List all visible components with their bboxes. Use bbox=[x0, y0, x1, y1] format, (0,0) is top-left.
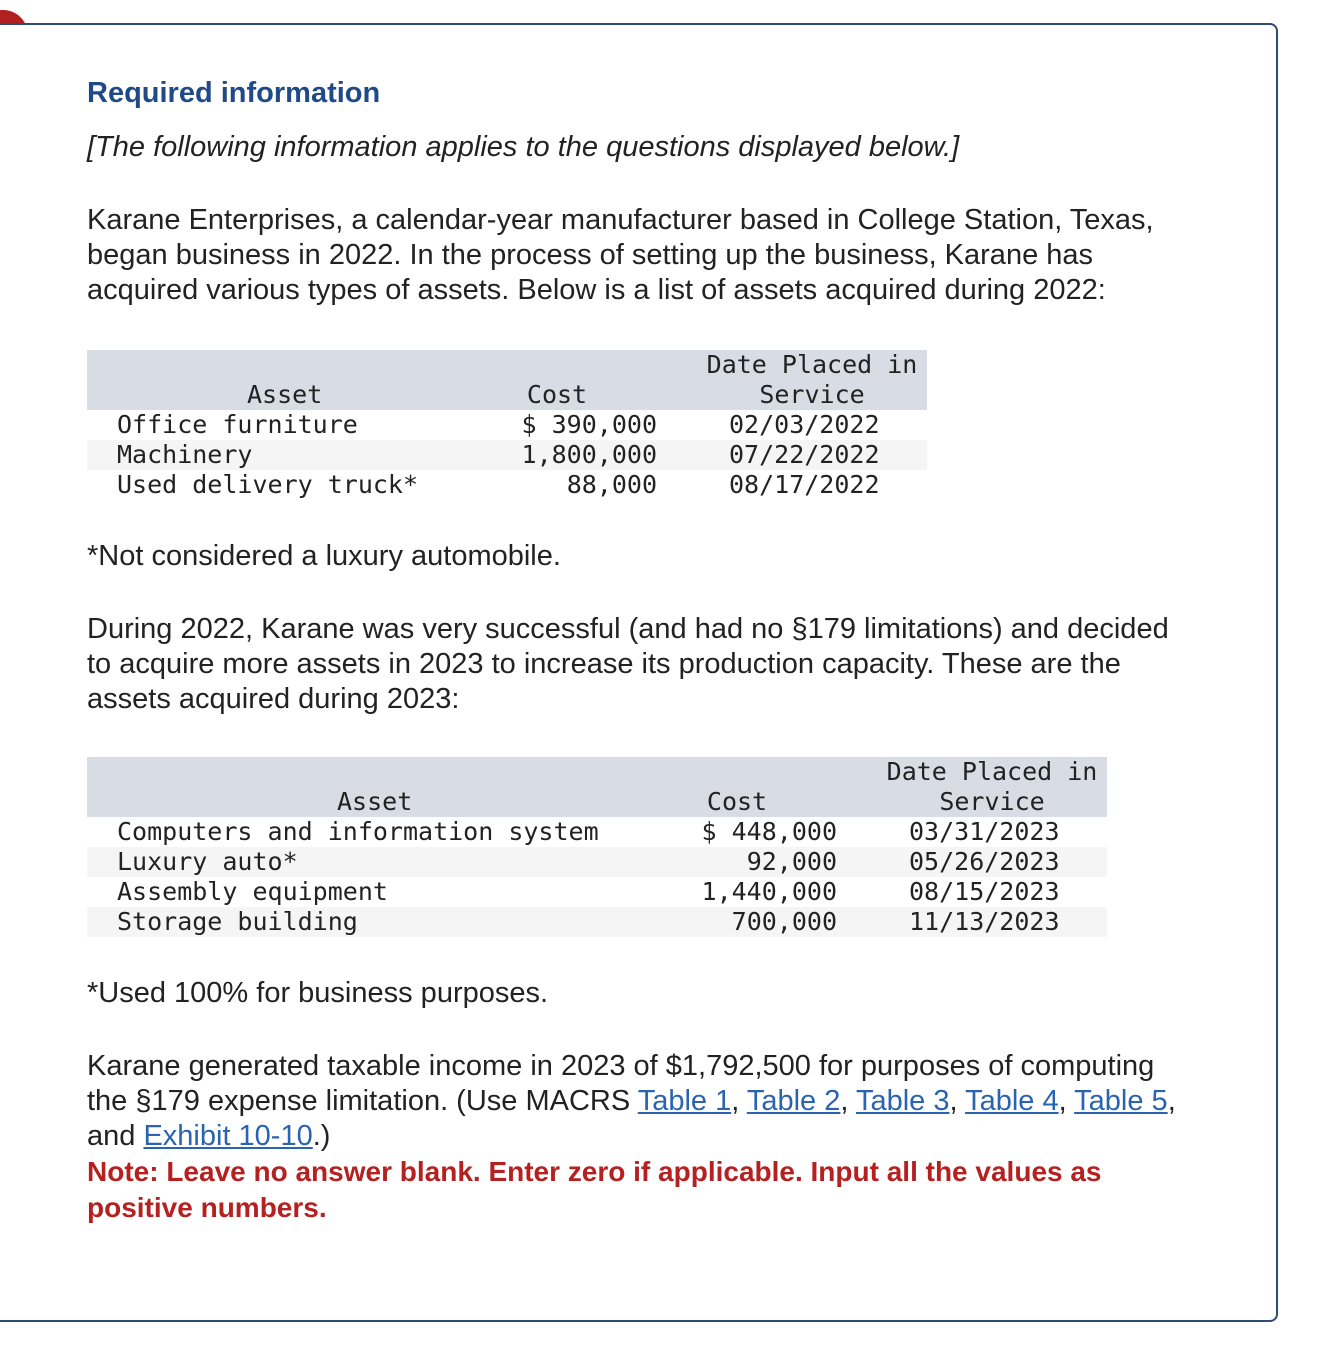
footnote-2023: *Used 100% for business purposes. bbox=[87, 977, 549, 1009]
table-row bbox=[87, 907, 1107, 937]
paragraph-2022-intro: Karane Enterprises, a calendar-year manufacturer based in College Station, Texas, began business in 2022. In the process of setting up the business, Karane has acquired various types of assets. Below is a list of assets acquired during 2022: bbox=[87, 204, 1154, 306]
cost-cell: 88,000 bbox=[566, 470, 657, 499]
asset-cell: Used delivery truck* bbox=[117, 470, 419, 499]
date-cell: 05/26/2023 bbox=[909, 847, 1060, 876]
date-cell: 07/22/2022 bbox=[729, 440, 880, 469]
footnote-2022: *Not considered a luxury automobile. bbox=[87, 540, 561, 572]
asset-cell: Office furniture bbox=[117, 410, 358, 439]
required-information-panel bbox=[0, 23, 1278, 1322]
asset-cell: Computers and information system bbox=[117, 817, 599, 846]
col-header-cost: Cost bbox=[526, 380, 588, 409]
col-header-date: Date Placed in Service bbox=[706, 350, 918, 409]
date-cell: 02/03/2022 bbox=[729, 410, 880, 439]
panel-content bbox=[87, 75, 1197, 1226]
date-cell: 03/31/2023 bbox=[909, 817, 1060, 846]
asset-cell: Assembly equipment bbox=[117, 877, 388, 906]
assets-2023-table bbox=[87, 757, 1107, 937]
asset-cell: Storage building bbox=[117, 907, 358, 936]
page-title: Required information bbox=[87, 77, 381, 109]
table-header-row bbox=[87, 757, 1107, 817]
table-row bbox=[87, 410, 927, 440]
table-row bbox=[87, 440, 927, 470]
col-header-date: Date Placed in Service bbox=[886, 757, 1098, 816]
link-table-4[interactable]: Table 4 bbox=[965, 1085, 1059, 1117]
link-exhibit-10-10[interactable]: Exhibit 10-10 bbox=[143, 1120, 313, 1152]
cost-cell: 1,800,000 bbox=[521, 440, 657, 469]
answer-note: Note: Leave no answer blank. Enter zero if applicable. Input all the values as positive numbers. bbox=[87, 1156, 1102, 1223]
date-cell: 08/17/2022 bbox=[729, 470, 880, 499]
asset-cell: Luxury auto* bbox=[117, 847, 298, 876]
intro-note: [The following information applies to the questions displayed below.] bbox=[87, 131, 960, 163]
cost-cell: 1,440,000 bbox=[701, 877, 837, 906]
table-row bbox=[87, 877, 1107, 907]
table-row bbox=[87, 817, 1107, 847]
cost-cell: $ 448,000 bbox=[701, 817, 837, 846]
cost-cell: 92,000 bbox=[746, 847, 837, 876]
table-row bbox=[87, 470, 927, 500]
cost-cell: 700,000 bbox=[731, 907, 837, 936]
col-header-asset: Asset bbox=[337, 787, 413, 816]
paragraph-2023-intro: During 2022, Karane was very successful (and had no §179 limitations) and decided to acquire more assets in 2023 to increase its production capacity. These are the assets acquired during 2023: bbox=[87, 613, 1169, 715]
col-header-cost: Cost bbox=[706, 787, 768, 816]
link-table-3[interactable]: Table 3 bbox=[855, 1085, 950, 1117]
paragraph-taxable-income: Karane generated taxable income in 2023 of $1,792,500 for purposes of computing the §179 expense limitation. (Use MACRS Table 1, Table 2, Table 3, Table 4, Table 5, and Exhibit 10-10.) bbox=[87, 1050, 1176, 1152]
assets-2022-table bbox=[87, 350, 927, 500]
link-table-5[interactable]: Table 5 bbox=[1074, 1085, 1168, 1117]
col-header-asset: Asset bbox=[247, 380, 323, 409]
date-cell: 11/13/2023 bbox=[909, 907, 1060, 936]
table-header-row bbox=[87, 350, 927, 410]
link-table-1[interactable]: Table 1 bbox=[637, 1085, 732, 1117]
link-table-2[interactable]: Table 2 bbox=[746, 1085, 841, 1117]
date-cell: 08/15/2023 bbox=[909, 877, 1060, 906]
table-row bbox=[87, 847, 1107, 877]
asset-cell: Machinery bbox=[117, 440, 253, 469]
cost-cell: $ 390,000 bbox=[521, 410, 657, 439]
